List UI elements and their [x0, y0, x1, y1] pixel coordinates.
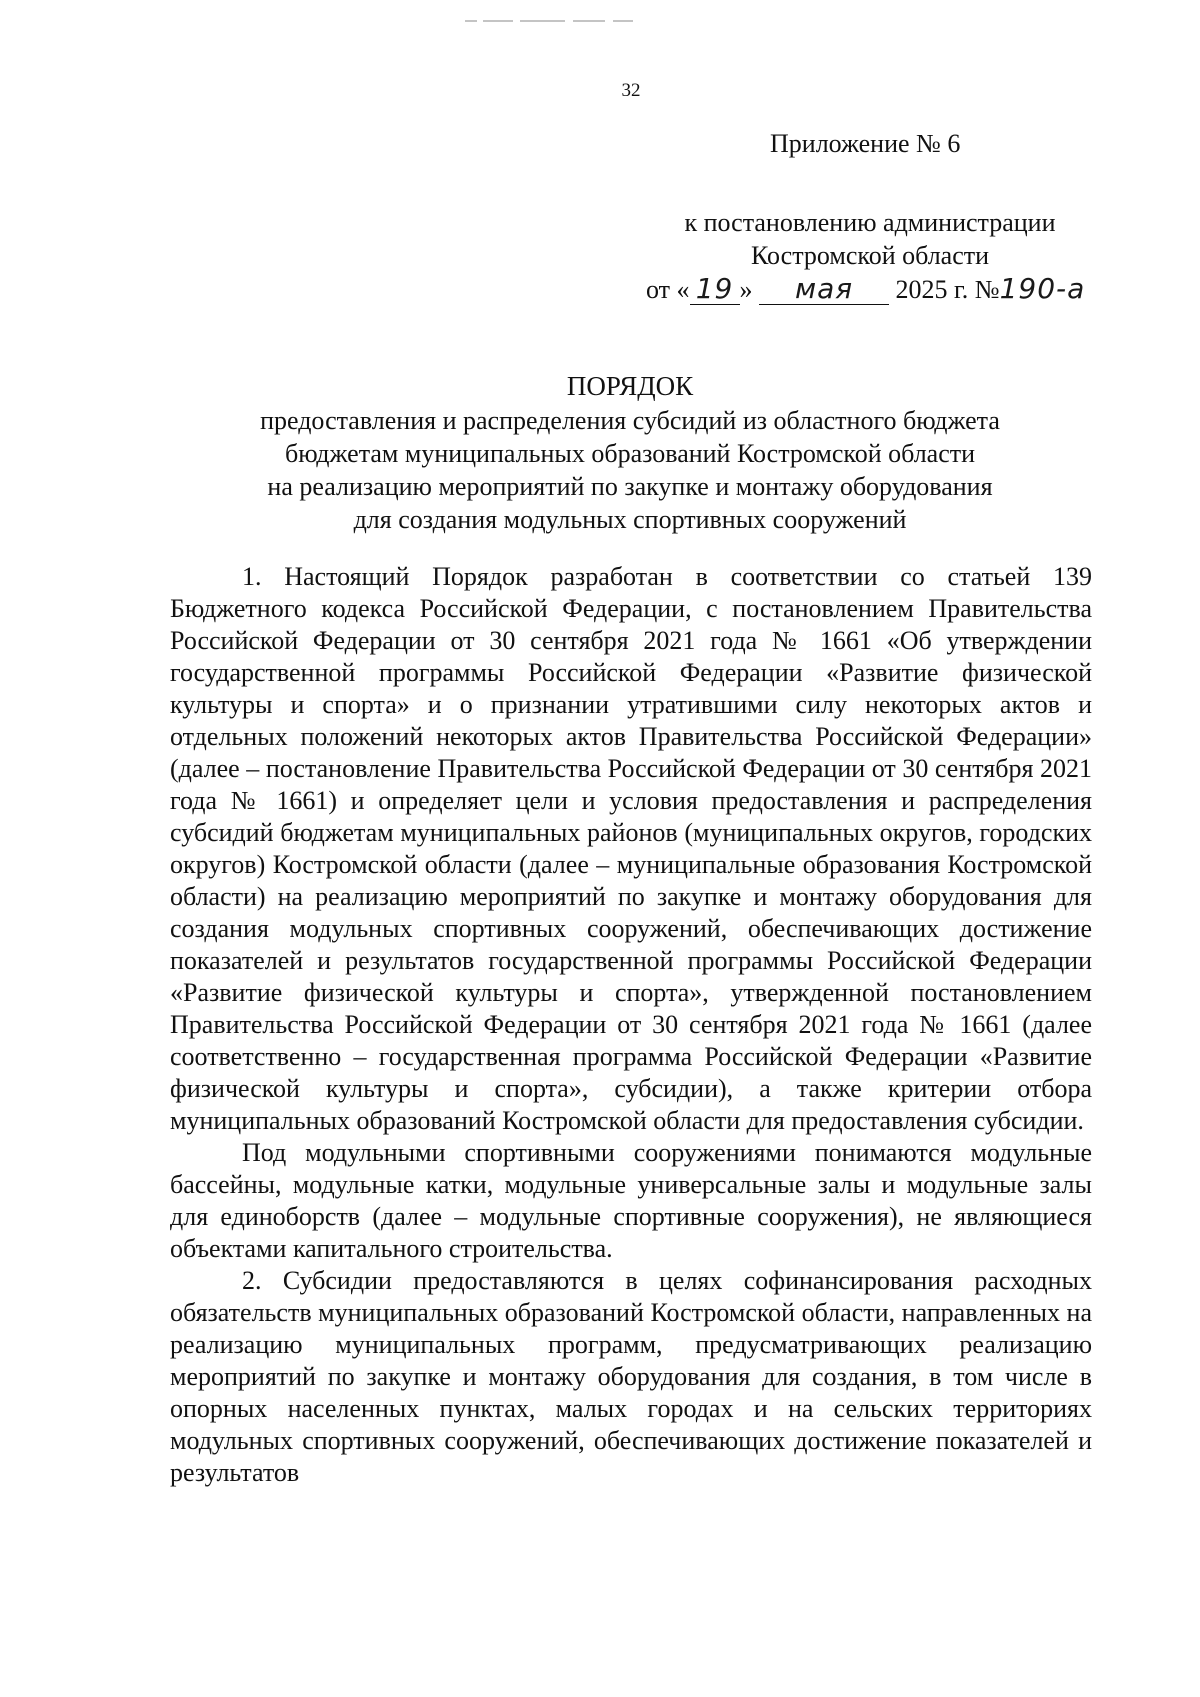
- page-number: 32: [621, 80, 641, 101]
- date-prefix: от «: [646, 275, 690, 304]
- appendix-title: Приложение № 6: [770, 129, 961, 158]
- document-heading: [120, 368, 1140, 536]
- date-year: 2025 г. №: [895, 275, 1000, 304]
- handwritten-month: мая: [794, 272, 854, 305]
- paragraph-3: 2. Субсидии предоставляются в целях софинансирования расходных обязательств муниципальных образований Костромской области, направленных на реализацию муниципальных программ, предусматривающих реализацию мероприятий по закупке и монтажу оборудования для создания, в том числе в опорных населенных пунктах, малых городах и на сельских территориях модульных спортивных сооружений, обеспечивающих достижение показателей и результатов: [170, 1266, 1092, 1487]
- handwritten-day: 19: [695, 272, 734, 305]
- subtitle-line: бюджетам муниципальных образований Костромской области: [284, 439, 976, 468]
- appendix-ref-line-1: к постановлению администрации: [684, 208, 1056, 237]
- paragraph-1: 1. Настоящий Порядок разработан в соответствии со статьей 139 Бюджетного кодекса Российской Федерации, с постановлением Правительства Российской Федерации от 30 сентября 2021 года № 1661 «Об утверждении государственной программы Российской Федерации «Развитие физической культуры и спорта» и о признании утратившими силу некоторых актов и отдельных положений некоторых актов Правительства Российской Федерации» (далее – постановление Правительства Российской Федерации от 30 сентября 2021 года № 1661) и определяет цели и условия предоставления и распределения субсидий бюджетам муниципальных районов (муниципальных округов, городских округов) Костромской области (далее – муниципальные образования Костромской области) на реализацию мероприятий по закупке и монтажу оборудования для создания модульных спортивных сооружений, обеспечивающих достижение показателей и результатов государственной программы Российской Федерации «Развитие физической культуры и спорта», утвержденной постановлением Правительства Российской Федерации от 30 сентября 2021 года № 1661 (далее соответственно – государственная программа Российской Федерации «Развитие физической культуры и спорта», субсидии), а также критерии отбора муниципальных образований Костромской области для предоставления субсидии.: [170, 562, 1092, 1135]
- document-title: ПОРЯДОК: [566, 371, 694, 401]
- handwritten-number: 190-а: [999, 272, 1086, 305]
- date-mid: »: [739, 275, 753, 304]
- document-body: [170, 561, 1092, 1489]
- subtitle-line: на реализацию мероприятий по закупке и монтажу оборудования: [267, 472, 993, 501]
- resolution-date-line: [646, 272, 1085, 305]
- document-subtitle: [120, 404, 1140, 536]
- subtitle-line: предоставления и распределения субсидий из областного бюджета: [260, 406, 1000, 435]
- appendix-reference: [660, 206, 1080, 272]
- scan-artifact-marks: [465, 18, 635, 24]
- appendix-ref-line-2: Костромской области: [750, 241, 990, 270]
- subtitle-line: для создания модульных спортивных сооружений: [353, 505, 907, 534]
- paragraph-2: Под модульными спортивными сооружениями понимаются модульные бассейны, модульные катки, модульные универсальные залы и модульные залы для единоборств (далее – модульные спортивные сооружения), не являющиеся объектами капитального строительства.: [170, 1138, 1092, 1263]
